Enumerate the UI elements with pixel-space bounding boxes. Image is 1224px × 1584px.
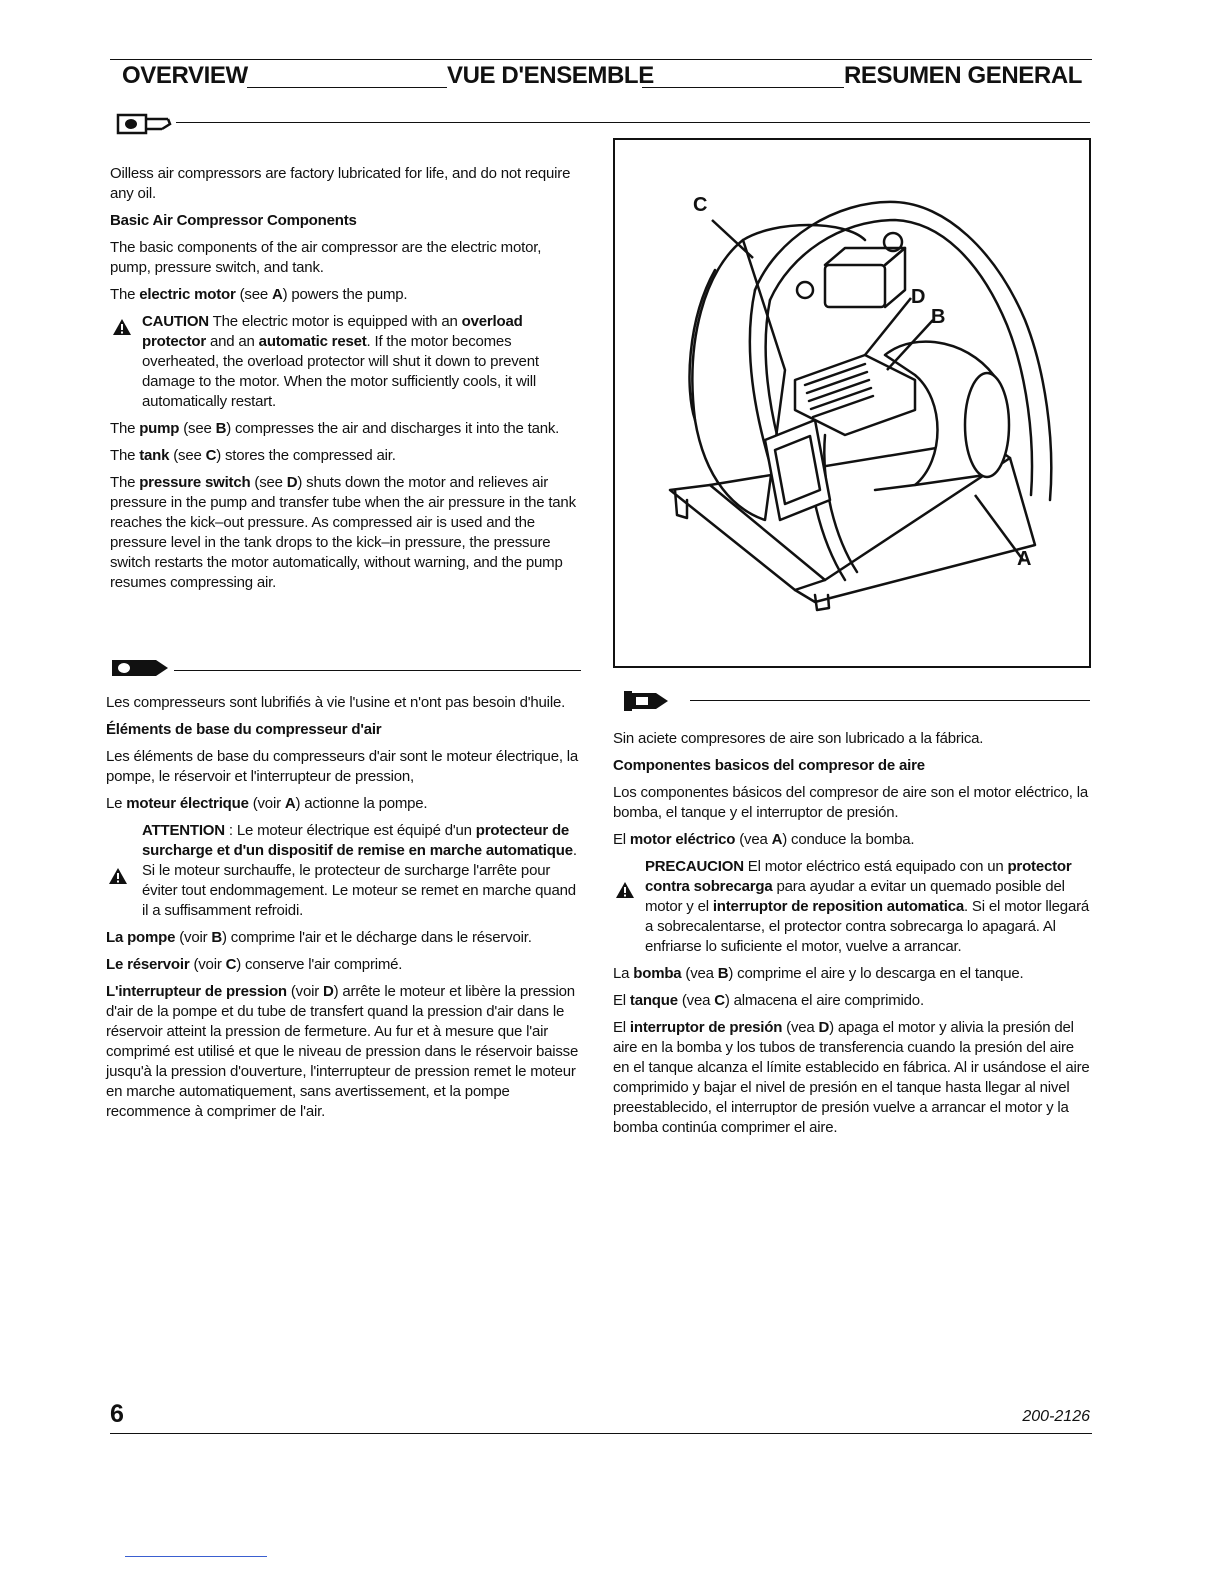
french-language-icon <box>110 657 170 679</box>
warning-triangle-icon <box>108 867 128 885</box>
en-components: The basic components of the air compressor are the electric motor, pump, pressure switch, and tank. <box>110 239 542 276</box>
label-b: B <box>931 306 946 328</box>
en-motor-paragraph: The electric motor (see A) powers the pump. <box>110 286 408 303</box>
en-switch-paragraph: The pressure switch (see D) shuts down the motor and relieves air pressure in the pump and transfer tube when the air pressure in the tank reaches the kick–out pressure. As compressed air is used and the pressure level in the tank drops to the kick–in pressure, the pressure switch restarts the motor automatically, without warning, and the pump resumes compressing air. <box>110 474 576 591</box>
header-resumen-general: RESUMEN GENERAL <box>844 62 1083 89</box>
link-underline <box>125 1556 267 1557</box>
es-motor-paragraph: El motor eléctrico (vea A) conduce la bomba. <box>613 831 915 848</box>
fr-motor-paragraph: Le moteur électrique (voir A) actionne la pompe. <box>106 795 428 812</box>
header-underline-1 <box>247 87 447 88</box>
fr-caution: ATTENTION : Le moteur électrique est équipé d'un protecteur de surcharge et d'un dispositif de remise en marche automatique. Si le moteur surchauffe, le protecteur de surcharge l'arrête pour éviter tout endommagement. Le moteur se remet en marche quand il a suffisamment refroidi. <box>106 821 580 921</box>
warning-triangle-icon <box>112 318 132 336</box>
es-intro: Sin aciete compresores de aire son lubricado a la fábrica. <box>613 730 984 747</box>
page-number: 6 <box>110 1400 124 1428</box>
es-switch-paragraph: El interruptor de presión (vea D) apaga el motor y alivia la presión del aire en la bomba y los tubos de transferencia cuando la presión del aire en el tanque alcanza el límite establecido en fábrica. Al ir usándose el aire comprimido y bajar el nivel de presión en el tanque hasta llegar al nivel preestablecido, el interruptor de presión vuelve a arrancar el motor y la bomba continúa comprimer el aire. <box>613 1019 1090 1136</box>
fr-switch-paragraph: L'interrupteur de pression (voir D) arrête le moteur et libère la pression d'air de la pompe et du tube de transfert quand la pression d'air dans le réservoir atteint la pression de fermeture. Au fur et à mesure que l'air comprimé est utilisé et que le niveau de pression dans le réservoir baisse jusqu'à la pression d'ouverture, l'interrupteur de pression remet le moteur en marche automatiquement, sans avertissement, et la pompe recommence à comprimer de l'air. <box>106 983 579 1120</box>
warning-triangle-icon <box>615 881 635 899</box>
french-column <box>106 693 580 1129</box>
es-heading: Componentes basicos del compresor de aire <box>613 757 925 774</box>
en-intro: Oilless air compressors are factory lubricated for life, and do not require any oil. <box>110 165 571 202</box>
french-section-rule <box>174 670 581 671</box>
label-c: C <box>693 194 708 216</box>
en-caution: CAUTION The electric motor is equipped with an overload protector and an automatic reset. If the motor becomes overheated, the overload protector will shut it down to prevent damage to the motor. When the motor sufficiently cools, it will automatically restart. <box>110 312 578 412</box>
compressor-figure <box>613 138 1091 668</box>
spanish-column <box>613 729 1091 1145</box>
fr-tank-paragraph: Le réservoir (voir C) conserve l'air comprimé. <box>106 956 403 973</box>
es-pump-paragraph: La bomba (vea B) comprime el aire y lo descarga en el tanque. <box>613 965 1024 982</box>
header-top-rule <box>110 59 1092 60</box>
spanish-section-rule <box>690 700 1090 701</box>
english-language-icon <box>116 111 174 135</box>
document-number: 200-2126 <box>1022 1408 1090 1425</box>
label-a: A <box>1017 548 1032 570</box>
header-underline-2 <box>642 87 844 88</box>
fr-components: Les éléments de base du compresseurs d'air sont le moteur électrique, la pompe, le réservoir et l'interrupteur de pression, <box>106 748 579 785</box>
es-tank-paragraph: El tanque (vea C) almacena el aire comprimido. <box>613 992 924 1009</box>
en-tank-paragraph: The tank (see C) stores the compressed air. <box>110 447 396 464</box>
fr-heading: Éléments de base du compresseur d'air <box>106 721 382 738</box>
label-d: D <box>911 286 926 308</box>
spanish-language-icon <box>622 688 672 714</box>
fr-pump-paragraph: La pompe (voir B) comprime l'air et le décharge dans le réservoir. <box>106 929 532 946</box>
section-header <box>110 62 1092 96</box>
header-overview: OVERVIEW <box>122 62 248 89</box>
footer-rule <box>110 1433 1092 1434</box>
english-column <box>110 164 578 600</box>
fr-intro: Les compresseurs sont lubrifiés à vie l'usine et n'ont pas besoin d'huile. <box>106 694 566 711</box>
es-caution: PRECAUCION El motor eléctrico está equipado con un protector contra sobrecarga para ayudar a evitar un quemado posible del motor y el interruptor de reposition automatica. Si el motor llegará a sobrecalentarse, el protector contra sobrecarga lo apagará. Al enfriarse lo suficiente el motor, vuelve a arrancar. <box>613 857 1091 957</box>
header-vue-ensemble: VUE D'ENSEMBLE <box>447 62 654 89</box>
en-pump-paragraph: The pump (see B) compresses the air and discharges it into the tank. <box>110 420 560 437</box>
english-section-rule <box>176 122 1090 123</box>
en-heading: Basic Air Compressor Components <box>110 212 357 229</box>
compressor-illustration <box>615 140 1089 666</box>
es-components: Los componentes básicos del compresor de aire son el motor eléctrico, la bomba, el tanque y el interruptor de presión. <box>613 784 1089 821</box>
